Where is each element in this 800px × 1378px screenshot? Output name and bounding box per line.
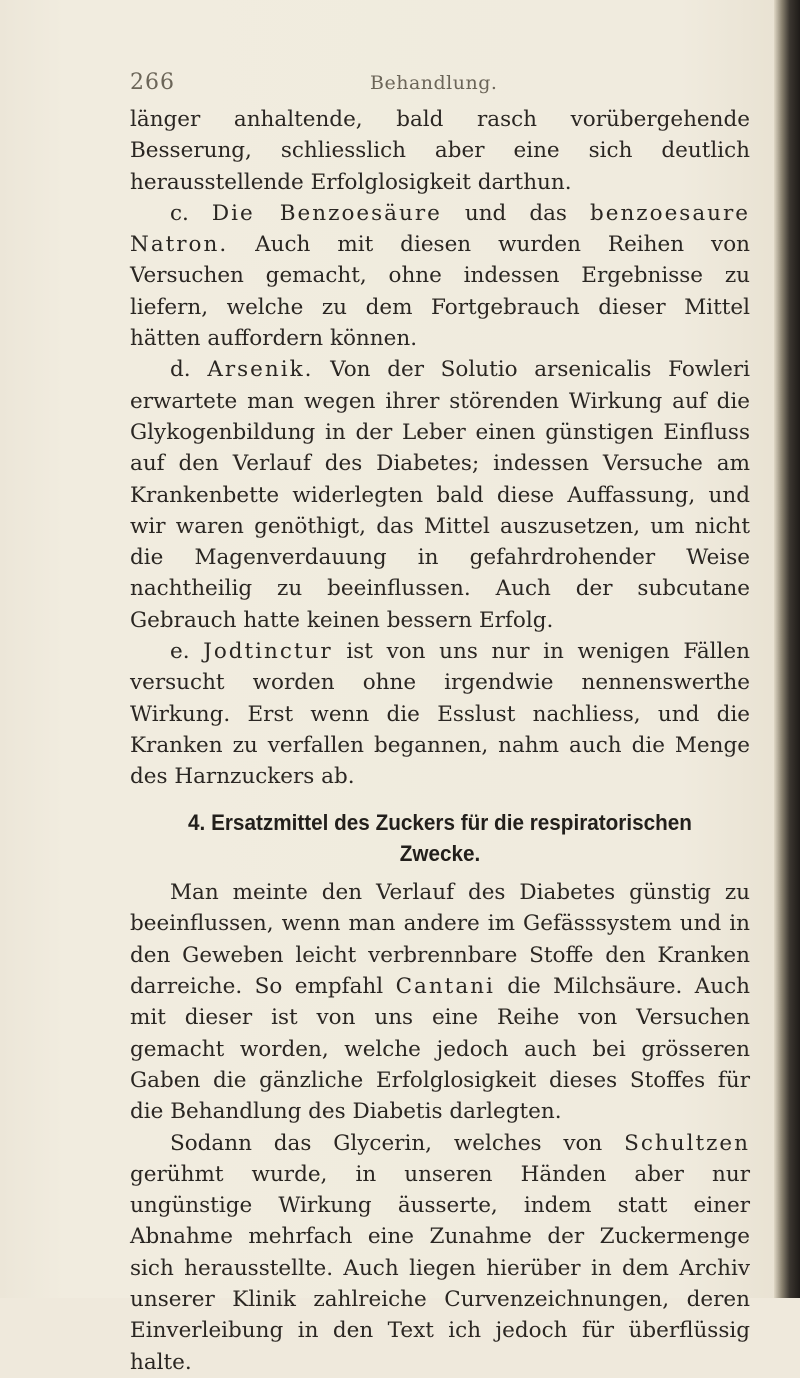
page-header <box>0 70 760 102</box>
paragraph-text: Von der Solutio arsenicalis Fowleri erwartete man wegen ihrer störenden Wirkung auf die Glykogenbildung in der Leber einen günstigen Einfluss auf den Verlauf des Diabetes; indessen Versuche am Krankenbette widerlegten bald diese Auffassung, und wir waren genöthigt, das Mittel auszusetzen, um nicht die Magenverdauung in gefahrdrohender Weise nachtheilig zu beeinflussen. Auch der subcutane Gebrauch hatte keinen bessern Erfolg. <box>130 357 751 633</box>
name-cantani: Cantani <box>395 974 495 1000</box>
running-head: Behandlung. <box>370 72 498 94</box>
paragraph-benzoesaeure <box>130 198 750 354</box>
page-number: 266 <box>130 70 175 95</box>
item-letter: e. <box>170 639 204 665</box>
paragraph-milchsaeure <box>130 877 750 1127</box>
paragraph-arsenik <box>130 354 750 636</box>
body-text <box>130 104 750 1378</box>
item-letter: d. <box>170 357 208 383</box>
paragraph-text: Man meinte den Verlauf des Diabetes günstig zu beeinflussen, wenn man andere im Gefässsystem und in den Geweben leicht verbrennbare Stoffe den Kranken darreiche. So empfahl <box>130 880 750 1000</box>
section-heading: 4. Ersatzmittel des Zuckers für die respiratorischen Zwecke. <box>188 809 692 866</box>
paragraph-text: Auch mit diesen wurden Reihen von Versuchen gemacht, ohne indessen Ergebnisse zu liefern, welche zu dem Fortgebrauch dieser Mittel hätten auffordern können. <box>130 232 750 352</box>
connector-text: und das <box>441 200 590 226</box>
item-letter: c. <box>170 200 212 226</box>
paragraph-text: Sodann das Glycerin, welches von <box>170 1130 625 1156</box>
paragraph-text: gerühmt wurde, in unseren Händen aber nur ungünstige Wirkung äusserte, indem statt einer Abnahme mehrfach eine Zunahme der Zuckermenge sich herausstellte. Auch liegen hierüber in dem Archiv unserer Klinik zahlreiche Curvenzeichnungen, deren Einverleibung in den Text ich jedoch für überflüssig halte. <box>130 1161 750 1375</box>
term-benzoesaeure: Die Benzoesäure <box>211 200 442 226</box>
term-arsenik: Arsenik. <box>207 357 314 383</box>
paragraph-jodtinctur <box>130 636 750 792</box>
name-schultzen: Schultzen <box>624 1130 750 1156</box>
paragraph-text: die Milchsäure. Auch mit dieser ist von uns eine Reihe von Versuchen gemacht worden, welche jedoch auch bei grösseren Gaben die gänzliche Erfolglosigkeit dieses Stoffes für die Behandlung des Diabetis darlegten. <box>130 974 750 1125</box>
page-binding-edge <box>774 0 800 1298</box>
paragraph-glycerin <box>130 1128 750 1378</box>
paragraph-text: ist von uns nur in wenigen Fällen versucht worden ohne irgendwie nennenswerthe Wirkung. Erst wenn die Esslust nachliess, und die Kranken zu verfallen begannen, nahm auch die Menge des Harnzuckers ab. <box>130 639 750 790</box>
paragraph-continuation: länger anhaltende, bald rasch vorübergehende Besserung, schliesslich aber eine sich deutlich herausstellende Erfolglosigkeit darthun. <box>130 107 750 195</box>
term-benzoesaures-natron: benzoesaure Natron. <box>130 200 750 258</box>
term-jodtinctur: Jodtinctur <box>203 639 333 665</box>
